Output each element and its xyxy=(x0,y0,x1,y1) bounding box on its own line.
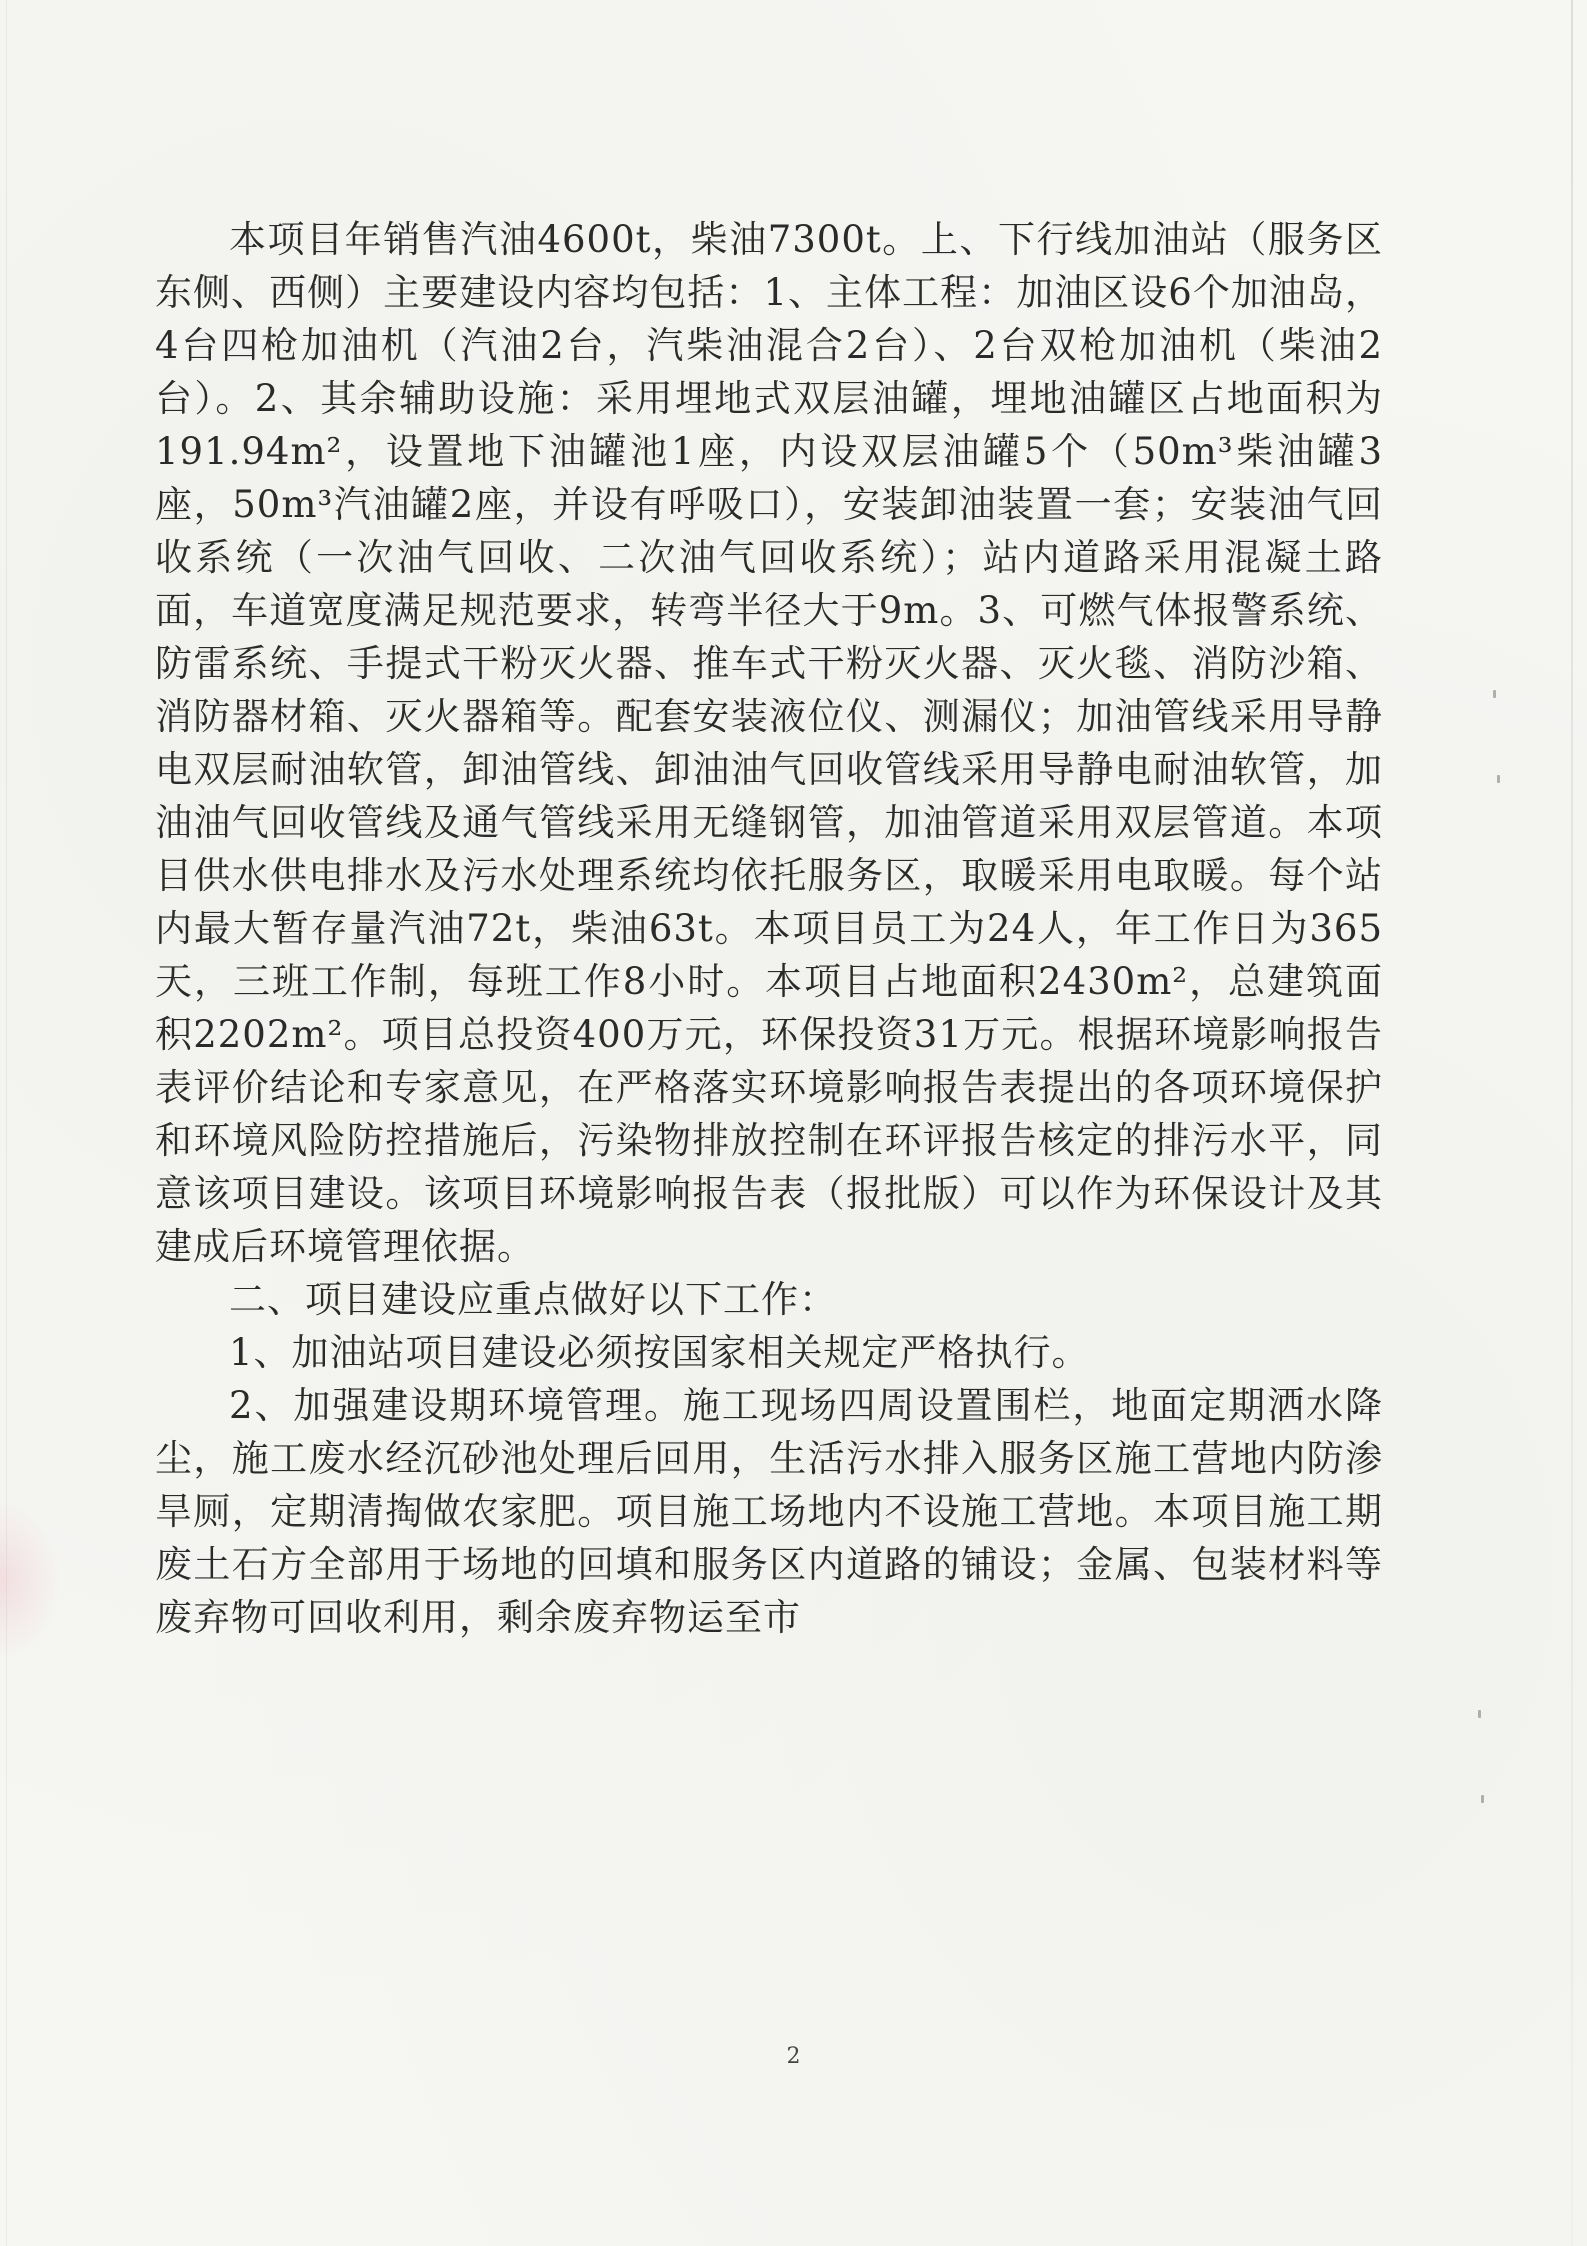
scan-speck xyxy=(1497,775,1500,783)
paragraph-item-1: 1、加油站项目建设必须按国家相关规定严格执行。 xyxy=(229,1331,1090,1374)
stamp-bleed-mark xyxy=(0,1500,60,1660)
scan-edge-right xyxy=(1571,0,1573,2246)
paragraph-section-heading: 二、项目建设应重点做好以下工作： xyxy=(229,1278,837,1321)
scan-speck xyxy=(1478,1710,1481,1718)
document-body xyxy=(155,213,1383,1644)
paragraph-item-2: 2、加强建设期环境管理。施工现场四周设置围栏，地面定期洒水降尘，施工废水经沉砂池处理后回用，生活污水排入服务区施工营地内防渗旱厕，定期清掏做农家肥。项目施工场地内不设施工营地。本项目施工期废土石方全部用于场地的回填和服务区内道路的铺设；金属、包装材料等废弃物可回收利用，剩余废弃物运至市 xyxy=(155,1384,1383,1639)
page-number: 2 xyxy=(786,2044,801,2069)
scan-edge-left xyxy=(6,0,7,2246)
paragraph-project-description: 本项目年销售汽油4600t，柴油7300t。上、下行线加油站（服务区东侧、西侧）主要建设内容均包括：1、主体工程：加油区设6个加油岛，4台四枪加油机（汽油2台，汽柴油混合2台）、2台双枪加油机（柴油2台）。2、其余辅助设施：采用埋地式双层油罐，埋地油罐区占地面积为191.94m²，设置地下油罐池1座，内设双层油罐5个（50m³柴油罐3座，50m³汽油罐2座，并设有呼吸口），安装卸油装置一套；安装油气回收系统（一次油气回收、二次油气回收系统）；站内道路采用混凝土路面，车道宽度满足规范要求，转弯半径大于9m。3、可燃气体报警系统、防雷系统、手提式干粉灭火器、推车式干粉灭火器、灭火毯、消防沙箱、消防器材箱、灭火器箱等。配套安装液位仪、测漏仪；加油管线采用导静电双层耐油软管，卸油管线、卸油油气回收管线采用导静电耐油软管，加油油气回收管线及通气管线采用无缝钢管，加油管道采用双层管道。本项目供水供电排水及污水处理系统均依托服务区，取暖采用电取暖。每个站内最大暂存量汽油72t，柴油63t。本项目员工为24人，年工作日为365天，三班工作制，每班工作8小时。本项目占地面积2430m²，总建筑面积2202m²。项目总投资400万元，环保投资31万元。根据环境影响报告表评价结论和专家意见，在严格落实环境影响报告表提出的各项环境保护和环境风险防控措施后，污染物排放控制在环评报告核定的排污水平，同意该项目建设。该项目环境影响报告表（报批版）可以作为环保设计及其建成后环境管理依据。 xyxy=(155,218,1383,1268)
scan-speck xyxy=(1493,690,1496,698)
scan-speck xyxy=(1481,1795,1484,1803)
